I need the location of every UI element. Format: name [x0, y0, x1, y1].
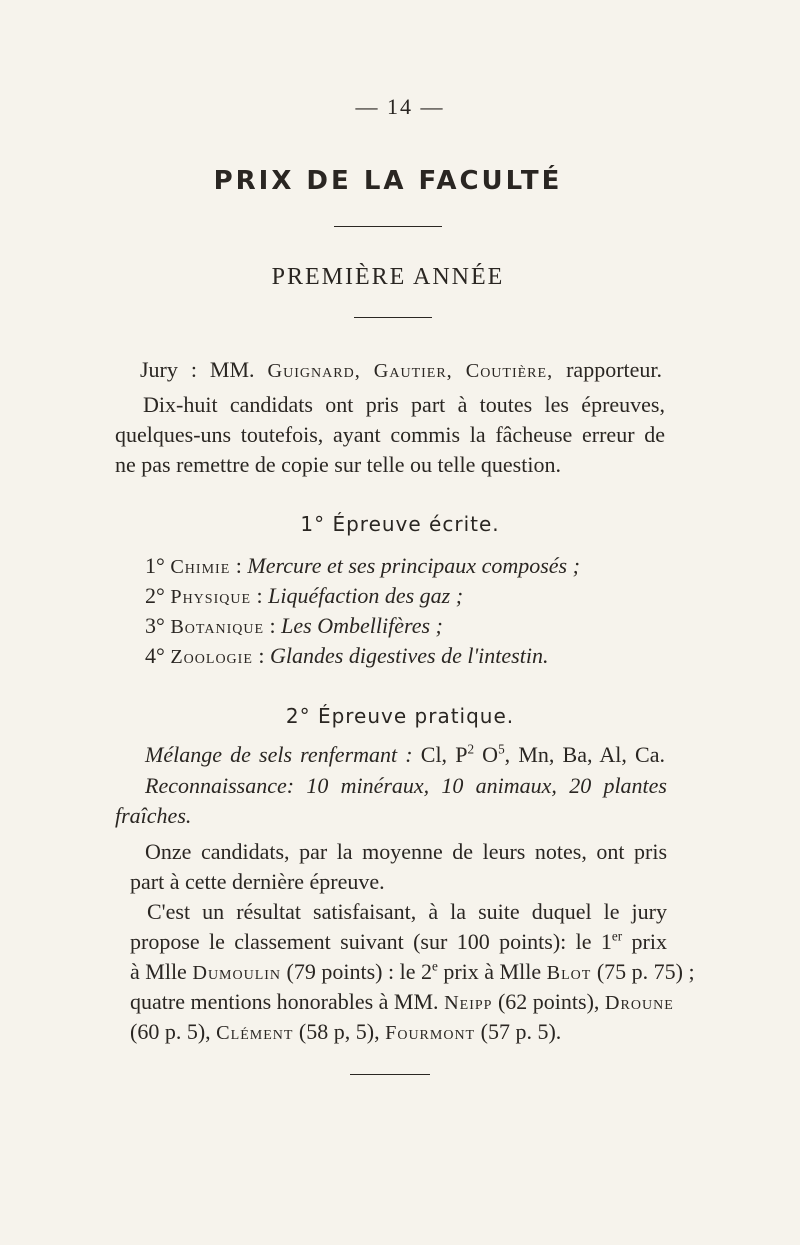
jury-member-3: Coutière, [465, 360, 554, 382]
page-number: — 14 — [355, 94, 445, 119]
item-topic: Mercure et ses principaux composés ; [247, 553, 580, 578]
final-line-3: à Mlle Dumoulin (79 points) : le 2e prix à Mlle Blot (75 p. 75) ; [130, 958, 695, 984]
result-line-2: part à cette dernière épreuve. [130, 869, 385, 894]
title-divider [334, 226, 442, 227]
section-subtitle: PREMIÈRE ANNÉE [271, 264, 505, 290]
written-heading-num: 1° [300, 512, 326, 536]
written-item-1: 1° Chimie : Mercure et ses principaux composés ; [145, 553, 580, 578]
written-item-4: 4° Zoologie : Glandes digestives de l'intestin. [145, 643, 549, 668]
recognition-line-2: fraîches. [115, 803, 192, 828]
intro-line-1: Dix-huit candidats ont pris part à toutes les épreuves, [143, 392, 665, 417]
final-line-5: (60 p. 5), Clément (58 p, 5), Fourmont (57 p. 5). [130, 1019, 562, 1044]
result-line-1: Onze candidats, par la moyenne de leurs notes, ont pris [145, 839, 667, 864]
written-item-3: 3° Botanique : Les Ombellifères ; [145, 613, 443, 638]
item-subject: Physique [170, 586, 252, 608]
item-number: 3° [145, 613, 165, 638]
item-subject: Chimie [170, 556, 231, 578]
item-number: 4° [145, 643, 165, 668]
item-number: 2° [145, 583, 165, 608]
jury-suffix: rapporteur. [566, 357, 663, 382]
jury-member-1: Guignard, [267, 360, 361, 382]
intro-line-3: ne pas remettre de copie sur telle ou telle question. [115, 452, 561, 477]
written-item-2: 2° Physique : Liquéfaction des gaz ; [145, 583, 464, 608]
written-exam-heading [0, 512, 800, 536]
end-divider [350, 1074, 430, 1075]
item-subject: Zoologie [170, 646, 253, 668]
recognition-line-1: Reconnaissance: 10 minéraux, 10 animaux, 20 plantes [145, 773, 667, 798]
subtitle-divider [354, 317, 432, 318]
jury-member-2: Gautier, [373, 360, 453, 382]
mixture-label: Mélange de sels renfermant : [145, 742, 413, 767]
mixture-values: Cl, $P^2$ $O^5$, Mn, Ba, Al, Ca. [420, 741, 665, 767]
final-line-4: quatre mentions honorables à MM. Neipp (62 points), Droune [130, 989, 674, 1014]
intro-line-2: quelques-uns toutefois, ayant commis la fâcheuse erreur de [115, 422, 665, 447]
practical-heading-num: 2° [285, 704, 311, 728]
final-line-2: propose le classement suivant (sur 100 points): le 1er prix [130, 928, 667, 954]
page-title: PRIX DE LA FACULTÉ [213, 166, 563, 196]
item-subject: Botanique [170, 616, 265, 638]
item-topic: Liquéfaction des gaz ; [268, 583, 464, 608]
salt-mixture-line [145, 740, 665, 770]
item-topic: Les Ombellifères ; [281, 613, 443, 638]
item-number: 1° [145, 553, 165, 578]
final-line-1: C'est un résultat satisfaisant, à la suite duquel le jury [147, 899, 667, 924]
item-topic: Glandes digestives de l'intestin. [270, 643, 549, 668]
jury-prefix: Jury : MM. [140, 357, 255, 382]
jury-line [140, 355, 662, 386]
practical-exam-heading [0, 704, 800, 728]
written-heading-text: Épreuve écrite. [332, 512, 500, 536]
practical-heading-text: Épreuve pratique. [317, 704, 515, 728]
